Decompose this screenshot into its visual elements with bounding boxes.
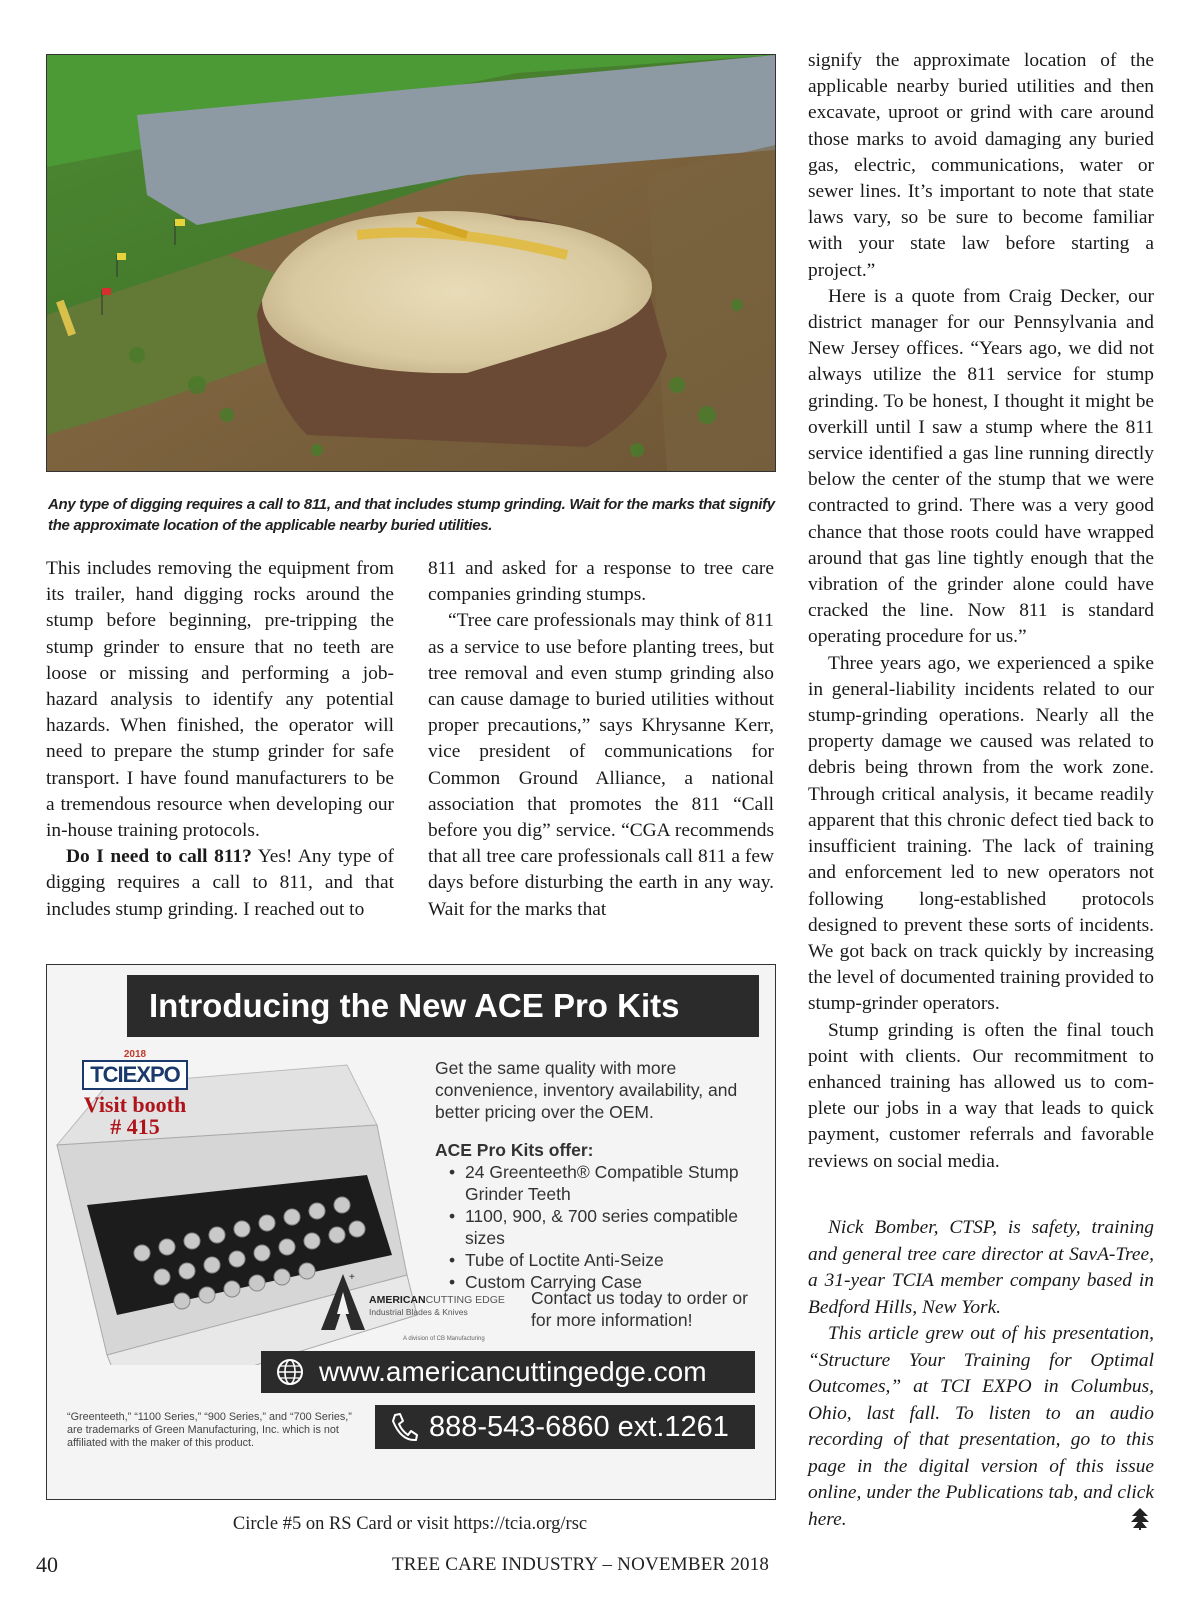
paragraph: Stump grinding is often the final touch point with clients. Our recommitment to enhanced training has allowed us to complete our jobs in a way that leads to quick payment, customer referrals and favorable reviews on social media. [808,1019,1154,1172]
paragraph: This includes removing the equipment from its trailer, hand digging rocks around the stump before beginning, pre-tripping the stump grinder to ensure that no teeth are loose or missing and performing a job-hazard analysis to identify any potential hazards. When finished, the operator will need to prepare the stump grinder for safe transport. I have found manufacturers to be a tremendous resource when developing our in-house training protocols. [46,558,394,842]
reader-service-line[interactable]: Circle #5 on RS Card or visit https://tcia.org/rsc [232,1514,588,1534]
tree-end-mark-icon [1130,1508,1150,1535]
offer-item: • 1100, 900, & 700 series compatible sizes [449,1205,765,1249]
ad-intro: Get the same quality with more convenience, inventory availability, and better pricing over the OEM. [435,1058,738,1122]
brand-name-bold: AMERICAN [369,1294,426,1306]
paragraph: Three years ago, we experienced a spike in general-liability incidents related to our stump-grinding operations. Nearly all the property damage we caused was related to debris being thrown from the work zone. Through critical analysis, it became readily apparent that this chronic defect tied back to insufficient training. The lack of training and enforcement led to new operators not following long-established protocols designed to prevent these sorts of incidents. We got back on track quickly by increasing the level of documented training provided to stump-grinder operators. [808,652,1154,1015]
offer-item: • Tube of Loctite Anti-Seize [449,1249,765,1271]
expo-year: 2018 [123,1049,147,1060]
phone-icon [389,1411,419,1443]
page-number: 40 [36,1552,58,1577]
ad-headline: Introducing the New ACE Pro Kits [127,975,759,1037]
bio-paragraph: This article grew out of his presentation, “Structure Your Training for Optimal Outcomes,” at TCI EXPO in Columbus, Ohio, last fall. To listen to an audio recording of that presentation, go to this page in the digital version of this issue online, under the Publications tab, and click here. [808,1323,1154,1530]
phone-number: 888-543-6860 ext.1261 [429,1411,729,1443]
trademark-disclaimer: “Greenteeth,” “1100 Series,” “900 Series,” and “700 Series,” are trademarks of Green Manufacturing, Inc. which is not affiliated with the maker of this product. [67,1411,352,1449]
author-bio [808,1215,1154,1533]
offer-title: ACE Pro Kits offer: [435,1140,594,1160]
booth-line-1: Visit booth [83,1092,187,1117]
photo-caption: Any type of digging requires a call to 811, and that includes stump grinding. Wait for the marks that signify the approximate location of the applicable nearby buried utilities. [48,496,775,534]
paragraph-text: Yes! Any type of digging requires a call to 811, and that includes stump grinding. I reached out to [46,846,394,920]
tree-stump [257,211,667,447]
svg-text:+: + [349,1272,355,1283]
phone-link[interactable] [375,1405,755,1449]
paragraph: Here is a quote from Craig Decker, our district manager for our Pennsylvania and New Jersey offices. “Years ago, we did not always utilize the 811 service for stump grinding. To be honest, I thought it might be overkill until I saw a stump where the 811 service identified a gas line running directly below the center of the stump that we were contracted to grind. There was a very good chance that those roots could have wrapped around that gas line tightly enough that the vibration of the grinder alone could have cracked the line. Now 811 is standard operating procedure for us.” [808,285,1154,648]
stump-photo [46,54,776,472]
american-cutting-edge-logo [319,1270,509,1340]
ad-body-copy [435,1057,765,1293]
website-url: www.americancuttingedge.com [319,1356,707,1387]
globe-icon [275,1357,305,1387]
offer-item: • Custom Carrying Case [449,1271,765,1293]
tci-expo-logo: TCIEXPO [82,1060,188,1090]
brand-name [369,1294,505,1306]
brand-name-light: CUTTING EDGE [425,1294,505,1306]
bio-paragraph: Nick Bomber, CTSP, is safety, training and general tree care director at SavA-Tree, a 31-year TCIA member company based in Bedford Hills, New York. [808,1217,1154,1318]
booth-line-2: # 415 [110,1114,160,1139]
running-footer: TREE CARE INDUSTRY – NOVEMBER 2018 [392,1554,770,1575]
advertisement[interactable] [46,964,776,1500]
article-column-1 [46,556,394,923]
article-column-2 [428,556,774,923]
brand-division: A division of CB Manufacturing [403,1336,485,1342]
paragraph: “Tree care professionals may think of 811 as a service to use before planting trees, but tree removal and even stump grinding also can cause damage to buried utilities without proper precautions,” says Khrysanne Kerr, vice president of communications for Common Ground Alliance, a national association that promotes the 811 “Call before you dig” service. “CGA recommends that all tree care professionals call 811 a few days before disturbing the earth in any way. Wait for the marks that [428,610,774,920]
ace-logo-icon [319,1270,367,1334]
article-column-3 [808,48,1154,1175]
subhead-runin: Do I need to call 811? [66,846,252,868]
offer-item: • 24 Greenteeth® Compatible Stump Grinder Teeth [449,1161,765,1205]
tci-expo-badge [65,1049,205,1138]
brand-tagline: Industrial Blades & Knives [369,1307,468,1317]
website-link[interactable] [261,1351,755,1393]
paragraph [46,844,394,923]
booth-callout [65,1094,205,1138]
contact-callout: Contact us today to order or for more information! [531,1288,748,1330]
paragraph: 811 and asked for a response to tree care companies grinding stumps. [428,558,774,606]
paragraph: signify the approximate location of the applicable nearby buried utilities and then excavate, uproot or grind with care around those marks to avoid damaging any buried gas, electric, communications, water or sewer lines. It’s important to note that state laws vary, so be sure to become familiar with your state law before starting a project.” [808,50,1154,281]
